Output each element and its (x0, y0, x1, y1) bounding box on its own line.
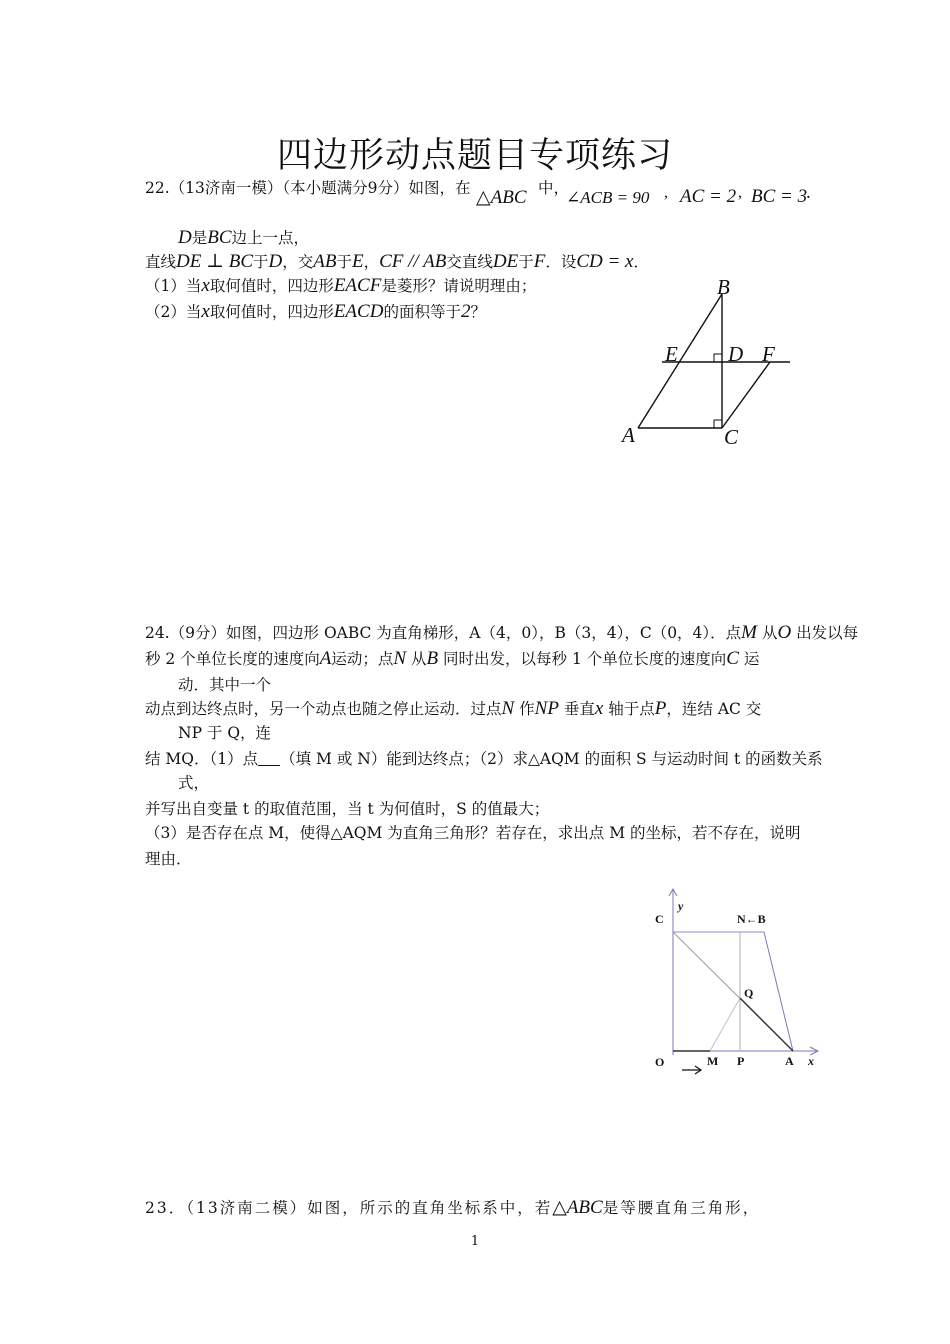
q22-line3: 直线DE ⊥ BC于D，交AB于E，CF // AB交直线DE于F．设CD = x． (145, 251, 649, 272)
axis-label-y: y (678, 899, 684, 913)
segment-qa (740, 998, 793, 1051)
point-label-c2: C (655, 912, 664, 926)
q22-line1: 22.（13济南一模）（本小题满分9分）如图，在 (145, 179, 471, 197)
point-label-m: M (707, 1054, 719, 1068)
q24-line10: 理由． (145, 850, 192, 868)
q22-mid: 中， (538, 179, 570, 197)
page-title: 四边形动点题目专项练习 (276, 136, 673, 176)
point-label-f: F (762, 342, 775, 366)
q22-figure (610, 270, 810, 455)
q24-line9: （3）是否存在点 M，使得△AQM 为直角三角形？若存在，求出点 M 的坐标，若不存在，说明 (145, 824, 801, 842)
line-ba (764, 932, 793, 1051)
axis-label-x: x (808, 1054, 814, 1068)
point-label-q: Q (744, 986, 754, 1000)
q22-ac: AC = 2 (680, 186, 737, 207)
q24-line4: 动点到达终点时，另一个动点也随之停止运动．过点N 作NP 垂直x 轴于点P，连结 AC 交 (145, 698, 762, 719)
right-angle-mark-d (714, 354, 722, 362)
line-mq (710, 998, 740, 1051)
line-cf (722, 362, 770, 428)
point-label-a2: A (785, 1054, 794, 1068)
right-angle-mark-c (714, 420, 722, 428)
q23-line1: 23．（13济南二模）如图，所示的直角坐标系中，若△ABC是等腰直角三角形， (145, 1197, 761, 1218)
q24-line7: 式， (178, 774, 210, 792)
q24-line1: 24.（9分）如图，四边形 OABC 为直角梯形，A（4，0），B（3，4），C（0，4）．点M 从O 出发以每 (145, 622, 859, 643)
line-ab (638, 294, 722, 428)
point-label-b: B (717, 275, 730, 299)
q24-line2: 秒 2 个单位长度的速度向A运动；点N 从B 同时出发，以每秒 1 个单位长度的速度向C 运 (145, 648, 760, 669)
point-label-nb: N←B (737, 912, 766, 926)
point-label-c: C (724, 425, 739, 449)
q22-part1: （1）当x取何值时，四边形EACF是菱形？请说明理由； (145, 275, 537, 296)
q22-angle: ∠ACB = 90 (566, 188, 650, 207)
point-label-a: A (622, 423, 635, 447)
q22-triangle: △ABC (476, 187, 527, 208)
q22-line2: D是BC边上一点， (178, 227, 310, 248)
q24-line6: 结 MQ．（1）点 （填 M 或 N）能到达终点；（2）求△AQM 的面积 S 与运动时间 t 的函数关系 (145, 750, 823, 768)
q24-line8: 并写出自变量 t 的取值范围，当 t 为何值时，S 的值最大； (145, 800, 550, 818)
q24-line5: NP 于 Q，连 (178, 724, 272, 742)
point-label-e: E (665, 342, 678, 366)
q24-line3: 动．其中一个 (178, 676, 272, 694)
page-number: 1 (470, 1234, 480, 1249)
point-label-p: P (737, 1054, 745, 1068)
q22-bc: BC = 3 (751, 186, 808, 207)
fill-blank[interactable] (258, 751, 280, 766)
point-label-d: D (728, 342, 744, 366)
point-label-o: O (655, 1055, 665, 1069)
q24-figure (640, 880, 830, 1080)
q22-part2: （2）当x取何值时，四边形EACD的面积等于2？ (145, 301, 486, 322)
